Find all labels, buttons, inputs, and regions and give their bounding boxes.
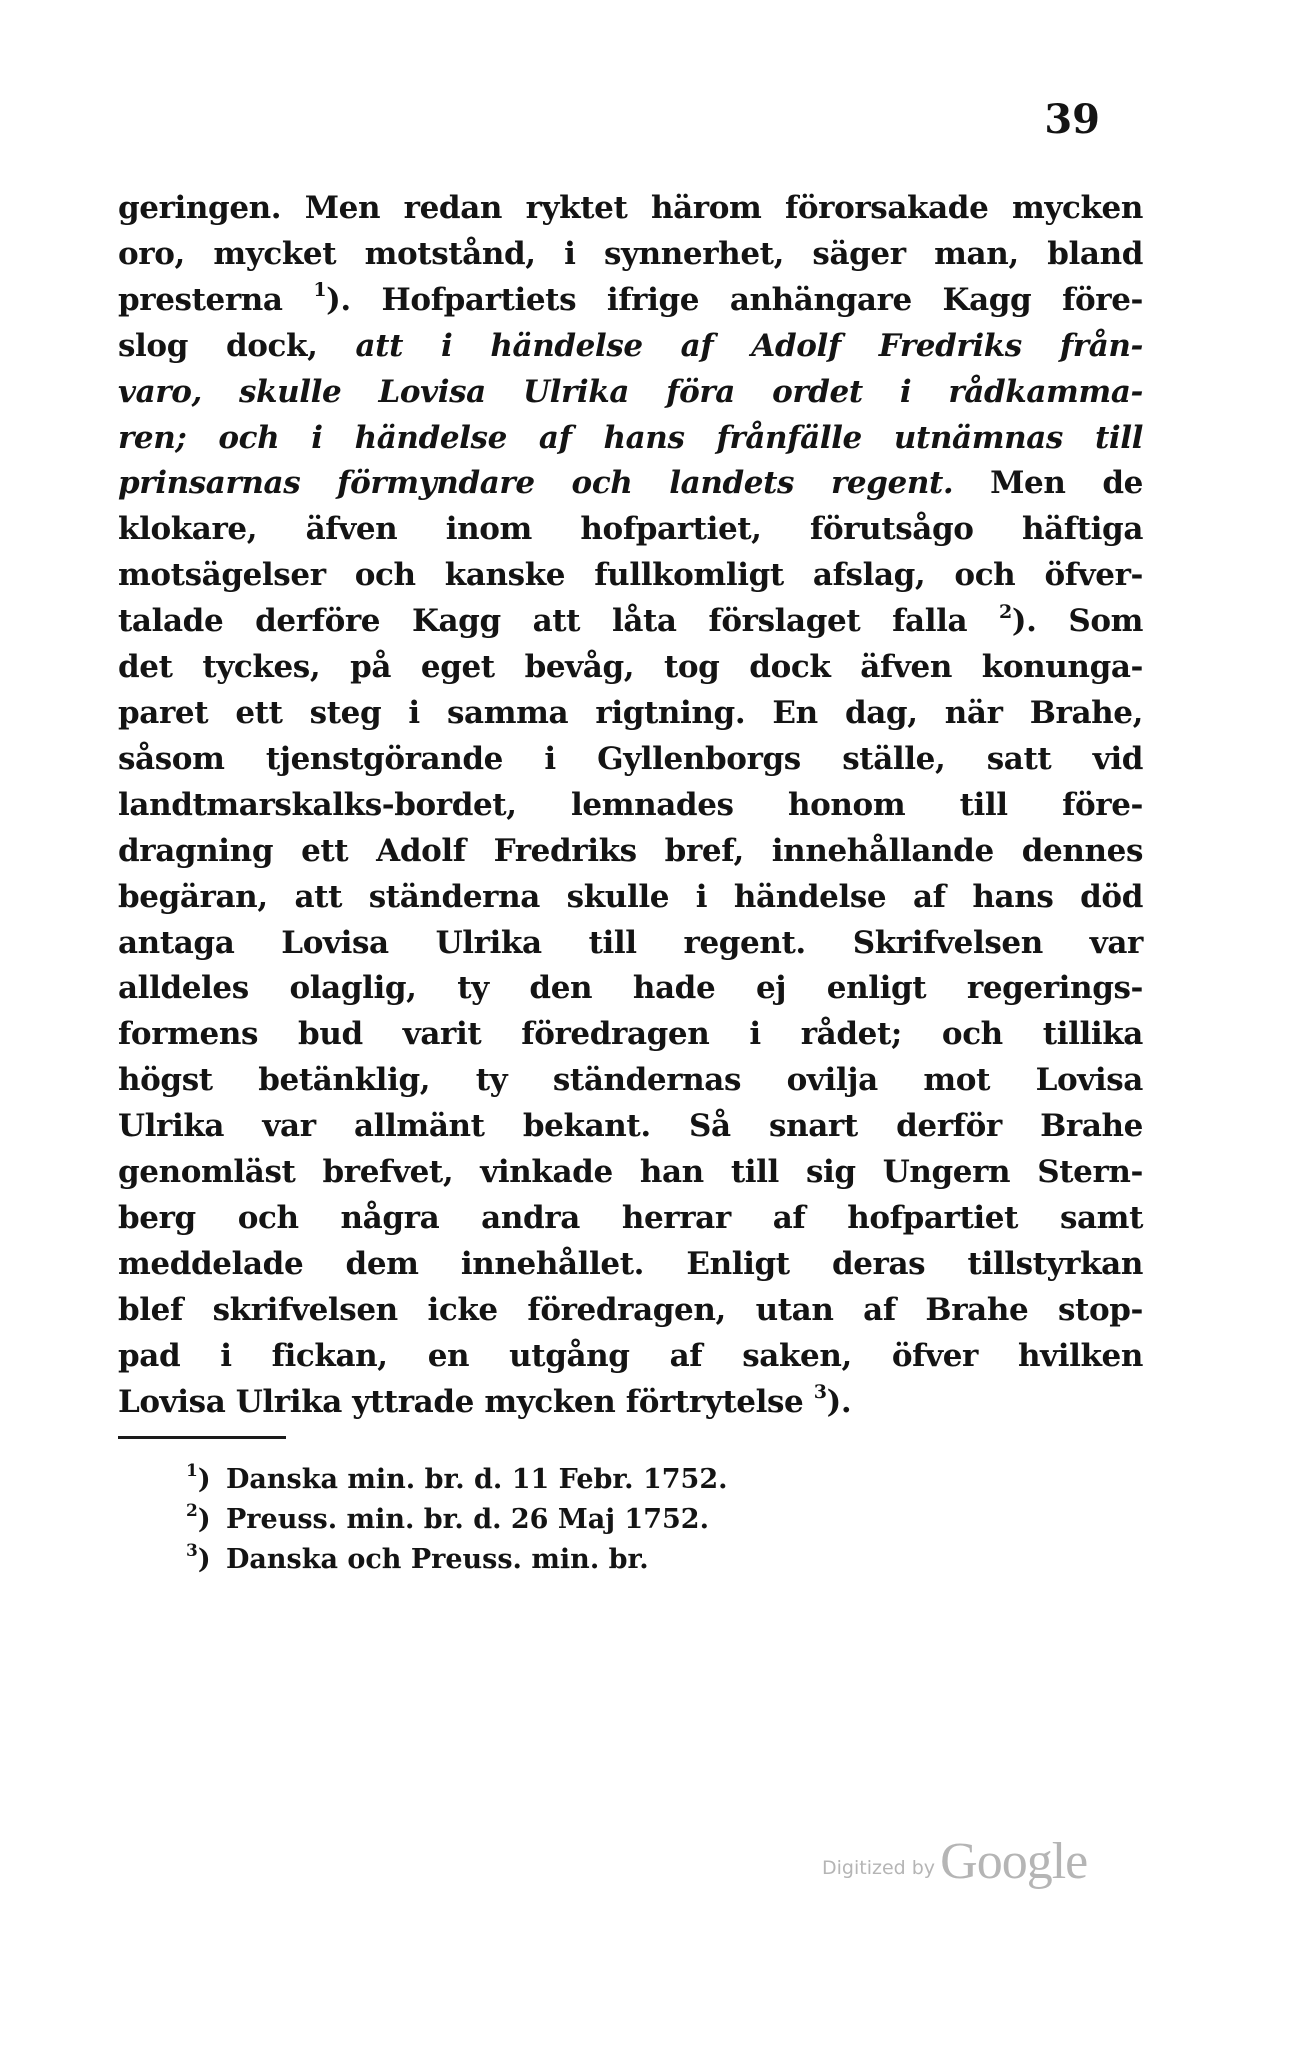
text-span: alldeles olaglig, ty den hade ej enligt regerings-: [118, 970, 1143, 1007]
text-span: högst betänklig, ty ständernas ovilja mot Lovisa: [118, 1062, 1143, 1099]
text-line: [118, 370, 1143, 416]
footnote: [186, 1500, 986, 1540]
footnote-text: Danska min. br. d. 11 Febr. 1752.: [226, 1464, 728, 1495]
footnote: [186, 1460, 986, 1500]
text-line: [118, 921, 1143, 967]
italic-span: varo, skulle Lovisa Ulrika föra ordet i rådkamma-: [118, 373, 1143, 410]
text-span: motsägelser och kanske fullkomligt afslag, och öfver-: [118, 557, 1143, 594]
text-span: paret ett steg i samma rigtning. En dag, när Brahe,: [118, 694, 1143, 731]
page-number: 39: [1044, 96, 1100, 143]
footnote-text: Preuss. min. br. d. 26 Maj 1752.: [226, 1504, 709, 1535]
text-line: [118, 1242, 1143, 1288]
text-span: presterna: [118, 281, 314, 318]
text-line: [118, 1104, 1143, 1150]
text-line: [118, 553, 1143, 599]
text-line: [118, 1196, 1143, 1242]
text-line: [118, 645, 1143, 691]
footnote-paren: ): [197, 1464, 211, 1495]
text-span: formens bud varit föredragen i rådet; och tillika: [118, 1016, 1143, 1053]
footnote-ref: 1: [313, 279, 327, 302]
italic-span: prinsarnas förmyndare och landets regent.: [118, 465, 954, 502]
footnote-number: 1: [186, 1461, 198, 1481]
text-line: [118, 691, 1143, 737]
footnote-number: 2: [186, 1501, 198, 1521]
italic-span: ren; och i händelse af hans frånfälle utnämnas till: [118, 419, 1143, 456]
text-line: [118, 1058, 1143, 1104]
text-line: [118, 1150, 1143, 1196]
footnote-rule: [118, 1436, 286, 1439]
footnote-marker: [186, 1460, 226, 1500]
watermark-prefix: Digitized by: [822, 1857, 936, 1879]
text-span: Ulrika var allmänt bekant. Så snart derför Brahe: [118, 1108, 1143, 1145]
text-line: [118, 507, 1143, 553]
footnote-text: Danska och Preuss. min. br.: [226, 1544, 649, 1575]
footnote-ref: 2: [999, 600, 1012, 623]
text-span: talade derföre Kagg att låta förslaget falla: [118, 603, 999, 640]
text-span: såsom tjenstgörande i Gyllenborgs ställe, satt vid: [118, 740, 1143, 777]
text-line: [118, 278, 1143, 324]
text-span: berg och några andra herrar af hofpartiet samt: [118, 1199, 1143, 1236]
text-span: meddelade dem innehållet. Enligt deras tillstyrkan: [118, 1245, 1143, 1282]
text-span: ). Hofpartiets ifrige anhängare Kagg före-: [326, 281, 1144, 318]
text-line: [118, 324, 1143, 370]
text-span: begäran, att ständerna skulle i händelse af hans död: [118, 878, 1143, 915]
text-line: [118, 783, 1143, 829]
text-span: dragning ett Adolf Fredriks bref, innehållande dennes: [118, 832, 1143, 869]
text-line: [118, 599, 1143, 645]
text-line: [118, 829, 1143, 875]
text-line: [118, 737, 1143, 783]
body-text: [118, 186, 1143, 1425]
footnote-number: 3: [186, 1541, 198, 1561]
google-logo: Google: [940, 1833, 1088, 1890]
text-span: landtmarskalks-bordet, lemnades honom till före-: [118, 786, 1143, 823]
text-line: [118, 416, 1143, 462]
text-span: det tyckes, på eget bevåg, tog dock äfven konunga-: [118, 649, 1143, 686]
text-span: klokare, äfven inom hofpartiet, förutsågo häftiga: [118, 511, 1143, 548]
text-line: [118, 232, 1143, 278]
footnote-marker: [186, 1500, 226, 1540]
text-span: slog dock,: [118, 327, 356, 364]
text-line: [118, 966, 1143, 1012]
footnote-paren: ): [197, 1504, 211, 1535]
text-line: [118, 1334, 1143, 1380]
footnote-paren: ): [197, 1544, 211, 1575]
text-line: [118, 1380, 1143, 1426]
footnote: [186, 1540, 986, 1580]
watermark: [822, 1832, 1087, 1891]
text-line: [118, 1288, 1143, 1334]
text-span: oro, mycket motstånd, i synnerhet, säger man, bland: [118, 235, 1143, 272]
text-line: [118, 461, 1143, 507]
footnotes: [186, 1460, 986, 1580]
footnote-ref: 3: [813, 1381, 827, 1404]
text-span: blef skrifvelsen icke föredragen, utan af Brahe stop-: [118, 1291, 1143, 1328]
text-span: antaga Lovisa Ulrika till regent. Skrifvelsen var: [118, 924, 1143, 961]
text-span: ). Som: [1011, 603, 1143, 640]
text-span: ).: [826, 1383, 852, 1420]
footnote-marker: [186, 1540, 226, 1580]
text-span: genomläst brefvet, vinkade han till sig Ungern Stern-: [118, 1154, 1143, 1191]
text-span: pad i fickan, en utgång af saken, öfver hvilken: [118, 1337, 1143, 1374]
text-line: [118, 875, 1143, 921]
italic-span: att i händelse af Adolf Fredriks från-: [355, 327, 1143, 364]
text-line: [118, 1012, 1143, 1058]
text-span: Men de: [953, 465, 1143, 502]
text-span: geringen. Men redan ryktet härom förorsakade mycken: [118, 190, 1143, 226]
text-span: Lovisa Ulrika yttrade mycken förtrytelse: [118, 1383, 814, 1420]
text-line: [118, 186, 1143, 232]
